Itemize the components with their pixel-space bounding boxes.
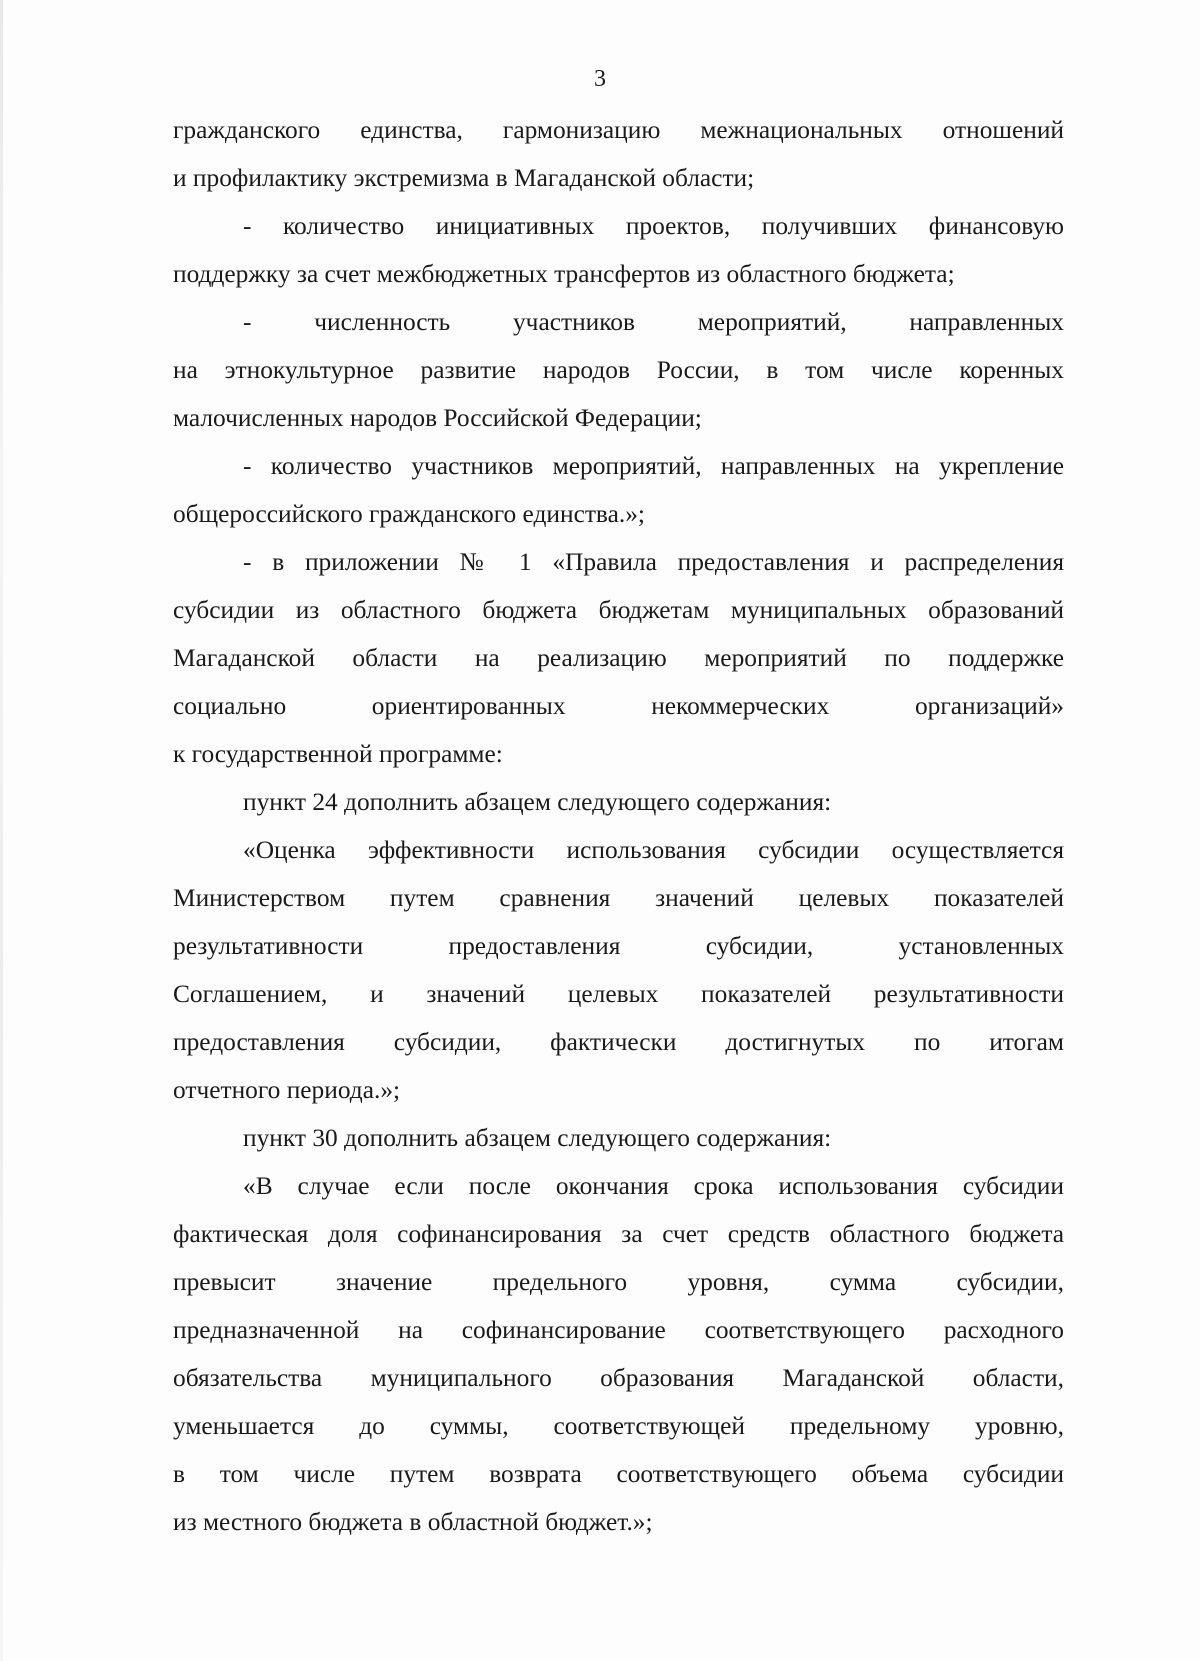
text-line: пункт 24 дополнить абзацем следующего содержания: [243,788,832,816]
text-line: «Оценка эффективности использования субсидии осуществляется [243,836,1064,864]
text-line: пункт 30 дополнить абзацем следующего содержания: [243,1124,832,1152]
text-line: на этнокультурное развитие народов России, в том числе коренных [173,356,1064,384]
paragraph [173,1114,1064,1162]
text-line: - в приложении № 1 «Правила предоставления и распределения [243,548,1064,576]
paragraph [173,826,1064,1114]
text-line: малочисленных народов Российской Федерации; [173,404,702,432]
paragraph [173,778,1064,826]
text-line: отчетного периода.»; [173,1076,401,1104]
text-line: гражданского единства, гармонизацию межнациональных отношений [173,116,1064,144]
text-line: поддержку за счет межбюджетных трансфертов из областного бюджета; [173,260,955,288]
text-line: - количество участников мероприятий, направленных на укрепление [243,452,1064,480]
text-line: Соглашением, и значений целевых показателей результативности [173,980,1064,1008]
text-line: - количество инициативных проектов, получивших финансовую [243,212,1064,240]
text-line: к государственной программе: [173,740,503,768]
text-line: из местного бюджета в областной бюджет.»; [173,1508,653,1536]
text-line: предоставления субсидии, фактически достигнутых по итогам [173,1028,1064,1056]
text-line: превысит значение предельного уровня, сумма субсидии, [173,1268,1064,1296]
page-number: 3 [594,66,606,92]
paragraph [173,1162,1064,1546]
paragraph [173,106,1064,202]
text-line: Министерством путем сравнения значений целевых показателей [173,884,1064,912]
text-line: в том числе путем возврата соответствующего объема субсидии [173,1460,1064,1488]
text-line: уменьшается до суммы, соответствующей предельному уровню, [173,1412,1064,1440]
text-line: «В случае если после окончания срока использования субсидии [243,1172,1064,1200]
text-line: предназначенной на софинансирование соответствующего расходного [173,1316,1064,1344]
paragraph [173,442,1064,538]
text-line: общероссийского гражданского единства.»; [173,500,645,528]
paragraph [173,202,1064,298]
text-line: обязательства муниципального образования Магаданской области, [173,1364,1064,1392]
text-line: и профилактику экстремизма в Магаданской области; [173,164,755,192]
text-line: социально ориентированных некоммерческих организаций» [173,692,1064,720]
document-body [173,106,1064,1546]
paragraph [173,538,1064,778]
text-line: фактическая доля софинансирования за счет средств областного бюджета [173,1220,1064,1248]
text-line: результативности предоставления субсидии, установленных [173,932,1064,960]
text-line: - численность участников мероприятий, направленных [243,308,1064,336]
paragraph [173,298,1064,442]
text-line: Магаданской области на реализацию мероприятий по поддержке [173,644,1064,672]
text-line: субсидии из областного бюджета бюджетам муниципальных образований [173,596,1064,624]
scan-edge [0,0,3,1661]
